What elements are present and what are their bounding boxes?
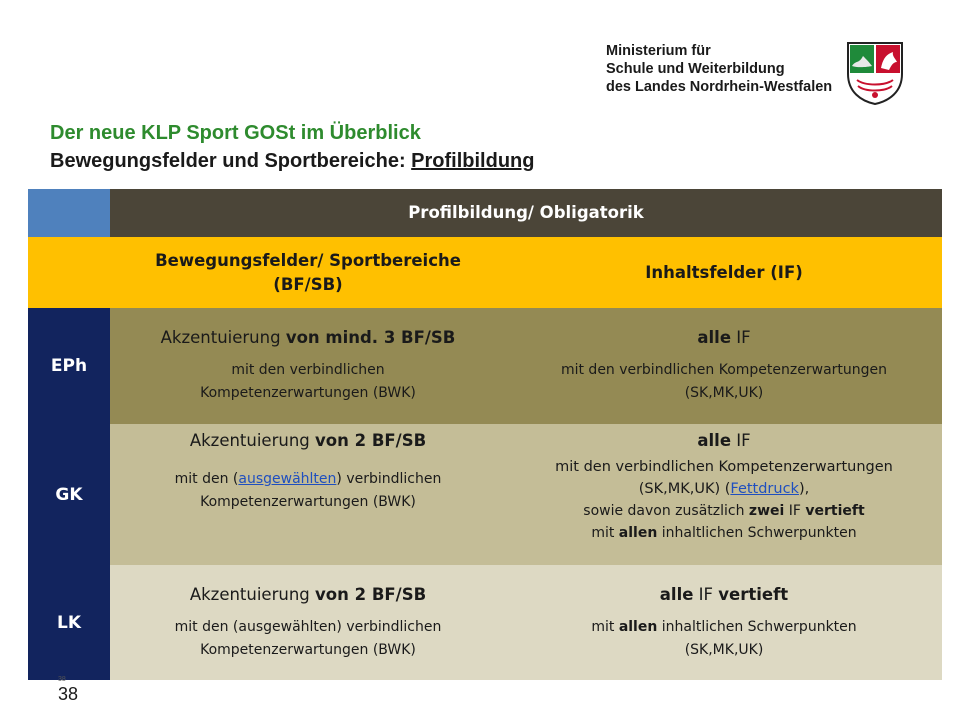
gk-bf-sb-sub-line-1 [175,468,442,491]
gk-if-sub-line-3-bold-1: zwei [748,503,785,519]
lk-bf-sb-sub [175,616,442,662]
gk-if-sub [555,456,893,500]
gk-if-main-post: IF [731,431,751,450]
row-label-gk [28,424,110,565]
gk-if-sub-line-4-post: inhaltlichen Schwerpunkten [657,525,857,541]
gk-if-sub-line-2-pre: (SK,MK,UK) ( [638,481,731,497]
column-header-empty [28,237,110,308]
table-row-lk-if [506,565,942,680]
gk-bf-sb-main-pre: Akzentuierung [189,431,316,450]
title-line-1: Der neue KLP Sport GOSt im Überblick [50,122,421,144]
gk-bf-sb-sub [175,468,442,514]
lk-if-sub-line-1 [591,616,856,639]
row-label-lk [28,565,110,680]
page-number-small: 38 [58,676,66,683]
lk-if-sub-line-1-post: inhaltlichen Schwerpunkten [657,618,857,635]
eph-if-sub-line-2: (SK,MK,UK) [684,385,764,401]
gk-if-sub-line-3 [583,500,864,522]
lk-bf-sb-main-pre: Akzentuierung [189,584,316,604]
lk-if-sub-line-2: (SK,MK,UK) [684,641,764,658]
eph-bf-sb-main-bold: von mind. 3 BF/SB [285,328,456,347]
table-row-gk-if [506,424,942,565]
eph-bf-sb-main [161,327,456,349]
gk-if-sub-line-3-bold-2: vertieft [805,503,865,519]
lk-bf-sb-sub-line-1: mit den (ausgewählten) verbindlichen [174,618,442,635]
eph-if-main [697,327,750,349]
title-line-2-prefix: Bewegungsfelder und Sportbereiche: [50,150,412,172]
nrw-coat-of-arms-icon [845,40,905,106]
page-number: 38 [58,684,79,704]
gk-bf-sb-sub-line-2: Kompetenzerwartungen (BWK) [200,494,416,510]
row-label-lk-text: LK [56,612,81,633]
gk-if-sub-line-4-pre: mit [591,525,619,541]
row-label-gk-text: GK [55,484,83,505]
gk-bf-sb-sub-post: ) verbindlichen [336,471,442,487]
column-header-bf-sb-label: Bewegungsfelder/ Sportbereiche (BF/SB) [155,250,461,294]
lk-bf-sb-main [190,584,426,606]
table-row-gk-bf-sb [110,424,506,565]
eph-bf-sb-sub-line-1: mit den verbindlichen [231,362,385,378]
gk-bf-sb-sub-pre: mit den ( [174,471,239,487]
lk-bf-sb-main-bold: von 2 BF/SB [315,584,427,604]
gk-if-main-bold: alle [697,431,732,450]
eph-if-sub [561,359,887,405]
table-row-eph-bf-sb [110,308,506,424]
gk-if-sub-line-4-bold: allen [618,525,658,541]
gk-if-sub-line-3-mid: IF [784,503,806,519]
gk-if-sub-line-4 [583,522,864,544]
lk-if-main-bold: alle [659,584,694,604]
lk-if-main-bold-2: vertieft [718,584,789,604]
eph-if-main-bold: alle [697,328,732,347]
column-header-if-label: Inhaltsfelder (IF) [645,262,803,282]
table-row-eph-if [506,308,942,424]
lk-if-sub [591,616,856,662]
gk-if-sub-line-2-post: ), [798,481,810,497]
ministry-line-3: des Landes Nordrhein-Westfalen [606,79,833,95]
table-top-header [110,189,942,237]
ministry-line-2: Schule und Weiterbildung [606,61,785,77]
column-header-bf-sb [110,237,506,308]
fettdruck-link[interactable]: Fettdruck [730,481,799,497]
column-header-if [506,237,942,308]
lk-bf-sb-sub-line-2: Kompetenzerwartungen (BWK) [200,641,416,658]
gk-if-main [697,430,750,452]
title-line-2 [50,150,534,173]
lk-if-sub-line-1-bold: allen [618,618,658,635]
eph-bf-sb-sub [200,359,416,405]
ausgewaehlten-link[interactable]: ausgewählten [238,471,337,487]
gk-if-sub-line-3-pre: sowie davon zusätzlich [583,503,749,519]
table-top-header-label: Profilbildung/ Obligatorik [408,203,644,222]
gk-if-sub-extra [583,500,864,544]
eph-if-main-post: IF [731,328,751,347]
ministry-name [606,42,832,96]
row-label-eph [28,308,110,424]
eph-bf-sb-sub-line-2: Kompetenzerwartungen (BWK) [200,385,416,401]
gk-if-sub-line-1: mit den verbindlichen Kompetenzerwartungen [555,459,893,475]
lk-if-main-post: IF [693,584,719,604]
lk-if-sub-line-1-pre: mit [591,618,619,635]
table-row-lk-bf-sb [110,565,506,680]
eph-if-sub-line-1: mit den verbindlichen Kompetenzerwartungen [560,362,888,378]
ministry-line-1: Ministerium für [606,43,711,59]
title-line-2-underlined: Profilbildung [411,150,535,172]
gk-bf-sb-main-bold: von 2 BF/SB [315,431,427,450]
lk-if-main [660,584,788,606]
profile-table [28,189,942,680]
table-corner-cell [28,189,110,237]
gk-if-sub-line-2 [555,478,893,500]
eph-bf-sb-main-pre: Akzentuierung [160,328,286,347]
row-label-eph-text: EPh [50,356,88,376]
gk-bf-sb-main [190,430,426,452]
